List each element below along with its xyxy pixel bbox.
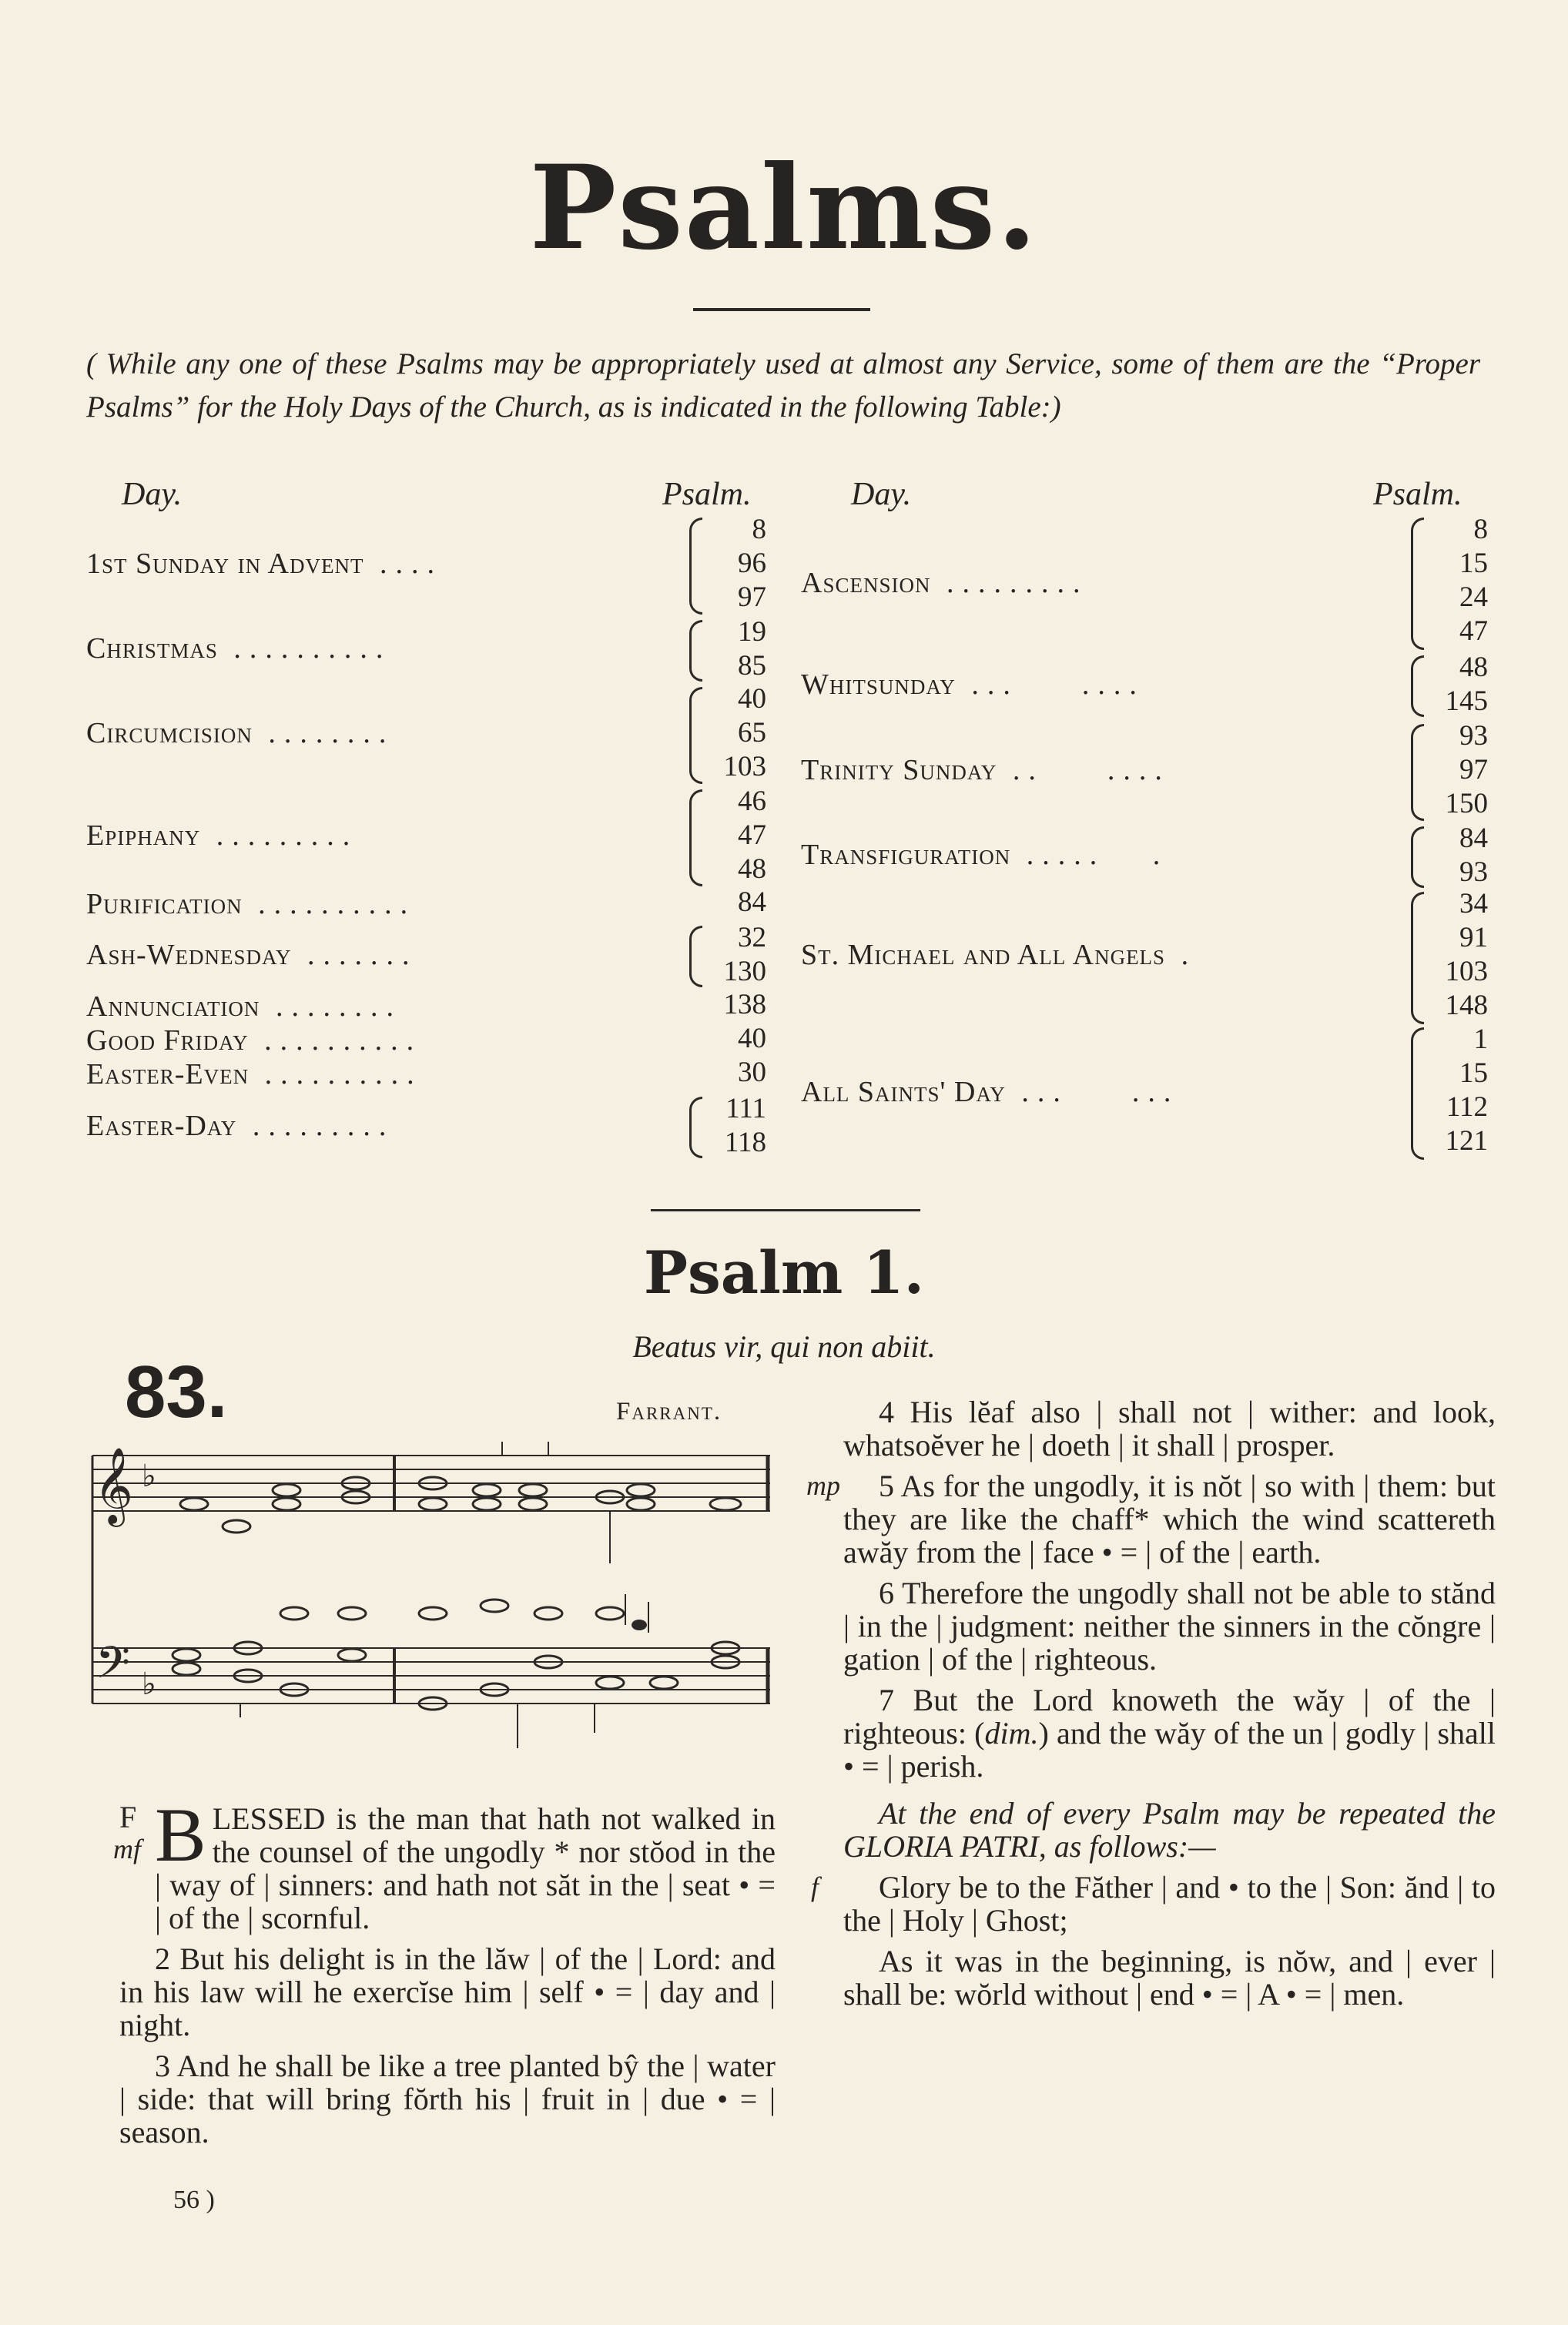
brace: [1411, 1027, 1424, 1160]
verse-5-block: [806, 1469, 1496, 1570]
verse-2: 2 But his delight is in the lăw | of the | Lord: and in his law will he exercĭse him | self • = | day and | night.: [119, 1941, 776, 2042]
verse-4: 4 His lĕaf also | shall not | wither: and look, whatsoĕver he | doeth | it shall | prosper.: [843, 1395, 1496, 1462]
brace: [689, 789, 702, 886]
gloria-line-1: Glory be to the Făther | and • to the | Son: ănd | to the | Holy | Ghost;: [843, 1870, 1496, 1938]
psalm-numbers: 19 85: [738, 616, 766, 682]
psalm-numbers: 40: [738, 1023, 766, 1054]
right-psalm-header: Psalm.: [1373, 477, 1462, 512]
psalm-numbers: 34 91 103 148: [1445, 888, 1488, 1021]
table-row: Transfiguration ..... .: [801, 839, 1169, 871]
dynamic-mark: mp: [806, 1470, 840, 1501]
verses-left-column: [113, 1792, 776, 2156]
psalm-numbers: 111 118: [724, 1093, 766, 1158]
psalm-numbers: 1 15 112 121: [1445, 1023, 1488, 1157]
psalm-numbers: 84: [738, 886, 766, 918]
psalm-numbers: 30: [738, 1057, 766, 1088]
psalm-numbers: 8 15 24 47: [1459, 514, 1488, 647]
svg-text:𝄞: 𝄞: [94, 1447, 133, 1524]
brace: [689, 926, 702, 987]
page-number: 56 ): [173, 2186, 215, 2214]
psalm-heading: Psalm 1.: [643, 1238, 925, 1307]
brace: [689, 620, 702, 682]
verse-6: 6 Therefore the ungodly shall not be able to stănd | in the | judgment: neither the sinners in the cŏngre | gation | of the | righteous.: [843, 1576, 1496, 1677]
dynamic-mark: mf: [113, 1834, 141, 1864]
table-row: Ash-Wednesday .......: [86, 939, 418, 971]
section-rule: [651, 1209, 920, 1211]
psalm-numbers: 138: [723, 989, 766, 1020]
chant-score: [86, 1440, 779, 1764]
table-row: 1st Sunday in Advent ....: [86, 548, 443, 580]
verse-5: 5 As for the ungodly, it is nŏt | so with | them: but they are like the chaff* which the wind scattereth awăy from the | face • = | of the | earth.: [843, 1469, 1496, 1570]
tune-number: 83.: [125, 1351, 228, 1433]
verse-1: [113, 1792, 776, 1935]
table-row: Trinity Sunday .. ....: [801, 754, 1171, 786]
table-row: Purification ..........: [86, 888, 417, 920]
composer: Farrant.: [616, 1398, 722, 1425]
table-row: Epiphany .........: [86, 819, 359, 852]
verse-text: LESSED is the man that hath not walked in the counsel of the ungodly * nor stŏod in the | way of | sinners: and hath not săt in the | seat • = | of the | scornful.: [155, 1801, 776, 1935]
svg-text:♭: ♭: [142, 1667, 156, 1702]
table-row: Whitsunday ... ....: [801, 668, 1145, 701]
psalm-numbers: 46 47 48: [738, 786, 766, 885]
brace: [1411, 724, 1424, 821]
gloria-rubric: At the end of every Psalm may be repeated the GLORIA PATRI, as follows:—: [843, 1796, 1496, 1864]
table-row: Christmas ..........: [86, 632, 392, 665]
left-psalm-header: Psalm.: [662, 477, 752, 512]
table-row: Easter-Even ..........: [86, 1058, 423, 1090]
page-title: Psalms.: [529, 140, 1039, 276]
psalm-numbers: 8 96 97: [738, 514, 766, 613]
chant-score-drawing: [86, 1440, 779, 1764]
table-row: Annunciation ........: [86, 990, 402, 1023]
gloria-line-2: As it was in the beginning, is nŏw, and | ever | shall be: wŏrld without | end • = | A • = | men.: [843, 1944, 1496, 2012]
brace: [1411, 518, 1424, 650]
psalm-numbers: 48 145: [1445, 652, 1488, 717]
drop-cap: B: [155, 1792, 206, 1878]
brace: [1411, 655, 1424, 717]
intro-note: ( While any one of these Psalms may be appropriately used at almost any Service, some of them are the “Proper Psalms” for the Holy Days of the Church, as is indicated in the following Table:): [86, 347, 1480, 424]
right-day-header: Day.: [851, 477, 912, 512]
brace: [1411, 826, 1424, 888]
dynamic-mark: f: [811, 1871, 819, 1902]
brace: [689, 1097, 702, 1158]
table-row: Easter-Day .........: [86, 1110, 395, 1142]
dynamic-mark: F: [119, 1800, 137, 1834]
svg-text:𝄢: 𝄢: [95, 1637, 131, 1700]
verse-3: 3 And he shall be like a tree planted bŷ the | water | side: that will bring fŏrth his | fruit in | due • = | season.: [119, 2049, 776, 2149]
title-rule: [693, 308, 870, 311]
table-row: Circumcision ........: [86, 717, 395, 749]
latin-incipit: Beatus vir, qui non abiit.: [632, 1329, 936, 1364]
brace: [1411, 892, 1424, 1024]
verses-right-column: [806, 1395, 1496, 2018]
psalm-numbers: 32 130: [723, 922, 766, 987]
gloria-block: [811, 1870, 1496, 1938]
left-day-header: Day.: [122, 477, 183, 512]
psalm-numbers: 40 65 103: [723, 683, 766, 782]
table-row: Good Friday ..........: [86, 1024, 423, 1057]
table-row: Ascension .........: [801, 567, 1089, 599]
table-row: All Saints' Day ... ...: [801, 1076, 1180, 1108]
psalm-numbers: 84 93: [1459, 822, 1488, 888]
brace: [689, 687, 702, 784]
svg-text:♭: ♭: [142, 1459, 156, 1494]
psalm-numbers: 93 97 150: [1445, 720, 1488, 819]
verse-7: 7 But the Lord knoweth the wăy | of the | righteous: (dim.) and the wăy of the un | godly | shall • = | perish.: [843, 1683, 1496, 1784]
table-row: St. Michael and All Angels .: [801, 939, 1198, 971]
brace: [689, 518, 702, 615]
